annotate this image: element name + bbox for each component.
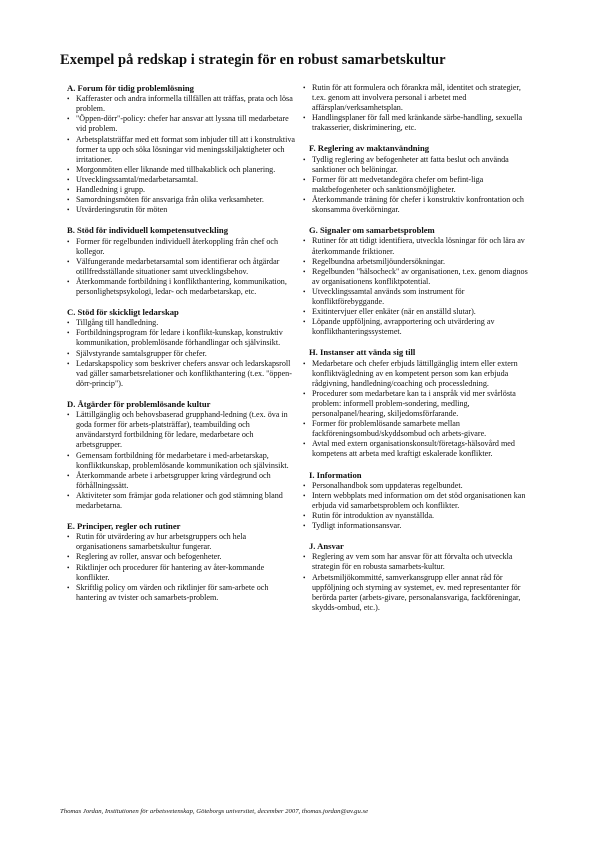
section [303, 83, 535, 133]
list-item: • Gemensam fortbildning för medarbetare i med-arbetarskap, konfliktkunskap, problemlösande kommunikation och självinsikt. [67, 451, 297, 471]
list-item: • Arbetsplatsträffar med ett format som inbjuder till att i konstruktiva former ta upp och söka lösningar vid meningsskiljaktigheter och irritationer. [67, 135, 297, 165]
list-item: • Lättillgänglig och behovsbaserad grupphand-ledning (t.ex. öva in goda former för arbets-platsträffar), teambuilding och användarstyrd fortbildning för ledare, medarbetare och arbetsgrupper. [67, 410, 297, 450]
list-item: • Regelbundna arbetsmiljöundersökningar. [303, 257, 535, 267]
list-item: • Former för att medvetandegöra chefer om befint-liga maktbefogenheter och sanktionsmöjligheter. [303, 175, 535, 195]
bullet-list [303, 236, 535, 337]
list-item: • Utvecklingssamtal används som instrument för konfliktförebyggande. [303, 287, 535, 307]
list-item: • Handledning i grupp. [67, 185, 297, 195]
list-item: • Exitintervjuer eller enkäter (när en anställd slutar). [303, 307, 535, 317]
section-heading: F. Reglering av maktanvändning [309, 143, 430, 154]
list-item: • Återkommande träning för chefer i konstruktiv konfrontation och skonsamma överkörningar. [303, 195, 535, 215]
list-item: • Ledarskapspolicy som beskriver chefers ansvar och ledarskapsroll vad gäller samarbetsrelationer och konflikthantering (t.ex. "öppen-dörr-princip"). [67, 359, 297, 389]
bullet-list [303, 83, 535, 133]
page-title: Exempel på redskap i strategin för en robust samarbetskultur [60, 52, 446, 68]
section [303, 470, 535, 532]
list-item: • Återkommande fortbildning i konflikthantering, kommunikation, personlighetspsykologi, ledar- och medarbetarskap, etc. [67, 277, 297, 297]
list-item: • Tydligt informationsansvar. [303, 521, 535, 531]
section-heading: C. Stöd för skickligt ledarskap [67, 307, 179, 318]
list-item: • Tydlig reglering av befogenheter att fatta beslut och använda sanktioner och belöningar. [303, 155, 535, 175]
section-heading: D. Åtgärder för problemlösande kultur [67, 398, 211, 409]
list-item: • Löpande uppföljning, avrapportering och utvärdering av konflikthanteringssystemet. [303, 317, 535, 337]
bullet-list [67, 410, 297, 511]
section-heading: I. Information [309, 469, 362, 480]
right-column [303, 83, 535, 623]
bullet-list [303, 155, 535, 216]
list-item: • Avtal med extern organisationskonsult/företags-hälsovård med kompetens att arbeta med kraftigt eskalerade konflikter. [303, 439, 535, 459]
section [67, 83, 297, 215]
list-item: • Morgonmöten eller liknande med tillbakablick och planering. [67, 165, 297, 175]
section [303, 347, 535, 459]
list-item: • Rutin för introduktion av nyanställda. [303, 511, 535, 521]
list-item: • "Öppen-dörr"-policy: chefer har ansvar att lyssna till medarbetare vid problem. [67, 114, 297, 134]
list-item: • Återkommande arbete i arbetsgrupper kring värdegrund och förhållningssätt. [67, 471, 297, 491]
section [67, 307, 297, 389]
section [67, 399, 297, 511]
list-item: • Regelbunden "hälsocheck" av organisationen, t.ex. genom diagnos av organisationens konfliktpotential. [303, 267, 535, 287]
list-item: • Personalhandbok som uppdateras regelbundet. [303, 481, 535, 491]
section [67, 521, 297, 603]
section-heading: E. Principer, regler och rutiner [67, 521, 181, 532]
bullet-list [67, 94, 297, 215]
list-item: • Medarbetare och chefer erbjuds lättillgänglig intern eller extern konfliktvägledning av en kompetent person som kan erbjuda rådgivning, handledning/coaching och processledning. [303, 359, 535, 389]
list-item: • Självstyrande samtalsgrupper för chefer. [67, 349, 297, 359]
list-item: • Välfungerande medarbetarsamtal som identifierar och åtgärdar otillfredsställande situationer samt utvecklingsbehov. [67, 257, 297, 277]
list-item: • Handlingsplaner för fall med kränkande särbe-handling, sexuella trakasserier, diskriminering, etc. [303, 113, 535, 133]
list-item: • Procedurer som medarbetare kan ta i anspråk vid mer svårlösta problem: informell problem-sondering, medling, personalpanel/hearing, skiljedomsförfarande. [303, 389, 535, 419]
bullet-list [303, 481, 535, 531]
section-heading: A. Forum för tidig problemlösning [67, 83, 194, 93]
list-item: • Rutin för utvärdering av hur arbetsgruppers och hela organisationens samarbetskultur fungerar. [67, 532, 297, 552]
section-heading: G. Signaler om samarbetsproblem [309, 225, 435, 236]
list-item: • Skriftlig policy om värden och riktlinjer för sam-arbete och hantering av tvister och samarbets-problem. [67, 583, 297, 603]
list-item: • Rutiner för att tidigt identifiera, utveckla lösningar för och lära av återkommande friktioner. [303, 236, 535, 256]
section [303, 225, 535, 337]
section [67, 225, 297, 297]
list-item: • Utvecklingssamtal/medarbetarsamtal. [67, 175, 297, 185]
bullet-list [303, 359, 535, 460]
section-heading: J. Ansvar [309, 541, 344, 552]
list-item: • Former för regelbunden individuell återkoppling från chef och kollegor. [67, 237, 297, 257]
list-item: • Utvärderingsrutin för möten [67, 205, 297, 215]
list-item: • Intern webbplats med information om det stöd organisationen kan erbjuda vid samarbetsproblem och konflikter. [303, 491, 535, 511]
section-heading: B. Stöd för individuell kompetensutveckling [67, 225, 229, 236]
list-item: • Aktiviteter som främjar goda relationer och god stämning bland medarbetarna. [67, 491, 297, 511]
list-item: • Reglering av vem som har ansvar för att förvalta och utveckla strategin för en robusta samarbets-kultur. [303, 552, 535, 572]
list-item: • Arbetsmiljökommitté, samverkansgrupp eller annat råd för uppföljning och styrning av systemet, ev. med representanter för berörda parter (arbets-givare, personalansvariga, fackföreningar, skydds-ombud, etc.). [303, 573, 535, 613]
bullet-list [67, 318, 297, 389]
section [303, 541, 535, 613]
list-item: • Former för problemlösande samarbete mellan fackföreningsombud/skyddsombud och arbets-givare. [303, 419, 535, 439]
footer-credit: Thomas Jordan, Institutionen för arbetsvetenskap, Göteborgs universitet, december 2007, thomas.jordan@av.gu.se [60, 808, 369, 815]
bullet-list [67, 237, 297, 298]
bullet-list [67, 532, 297, 603]
list-item: • Tillgång till handledning. [67, 318, 297, 328]
section-heading: H. Instanser att vända sig till [309, 347, 416, 358]
list-item: • Riktlinjer och procedurer för hantering av åter-kommande konflikter. [67, 563, 297, 583]
section [303, 143, 535, 215]
list-item: • Kafferaster och andra informella tillfällen att träffas, prata och lösa problem. [67, 94, 297, 114]
list-item: • Reglering av roller, ansvar och befogenheter. [67, 552, 297, 562]
list-item: • Samordningsmöten för ansvariga från olika verksamheter. [67, 195, 297, 205]
list-item: • Rutin för att formulera och förankra mål, identitet och strategier, t.ex. genom att involvera personal i arbetet med affärsplan/verksamhetsplan. [303, 83, 535, 113]
bullet-list [303, 552, 535, 613]
left-column [67, 83, 297, 613]
list-item: • Fortbildningsprogram för ledare i konflikt-kunskap, konstruktiv kommunikation, problemlösande förhandlingar och självinsikt. [67, 328, 297, 348]
